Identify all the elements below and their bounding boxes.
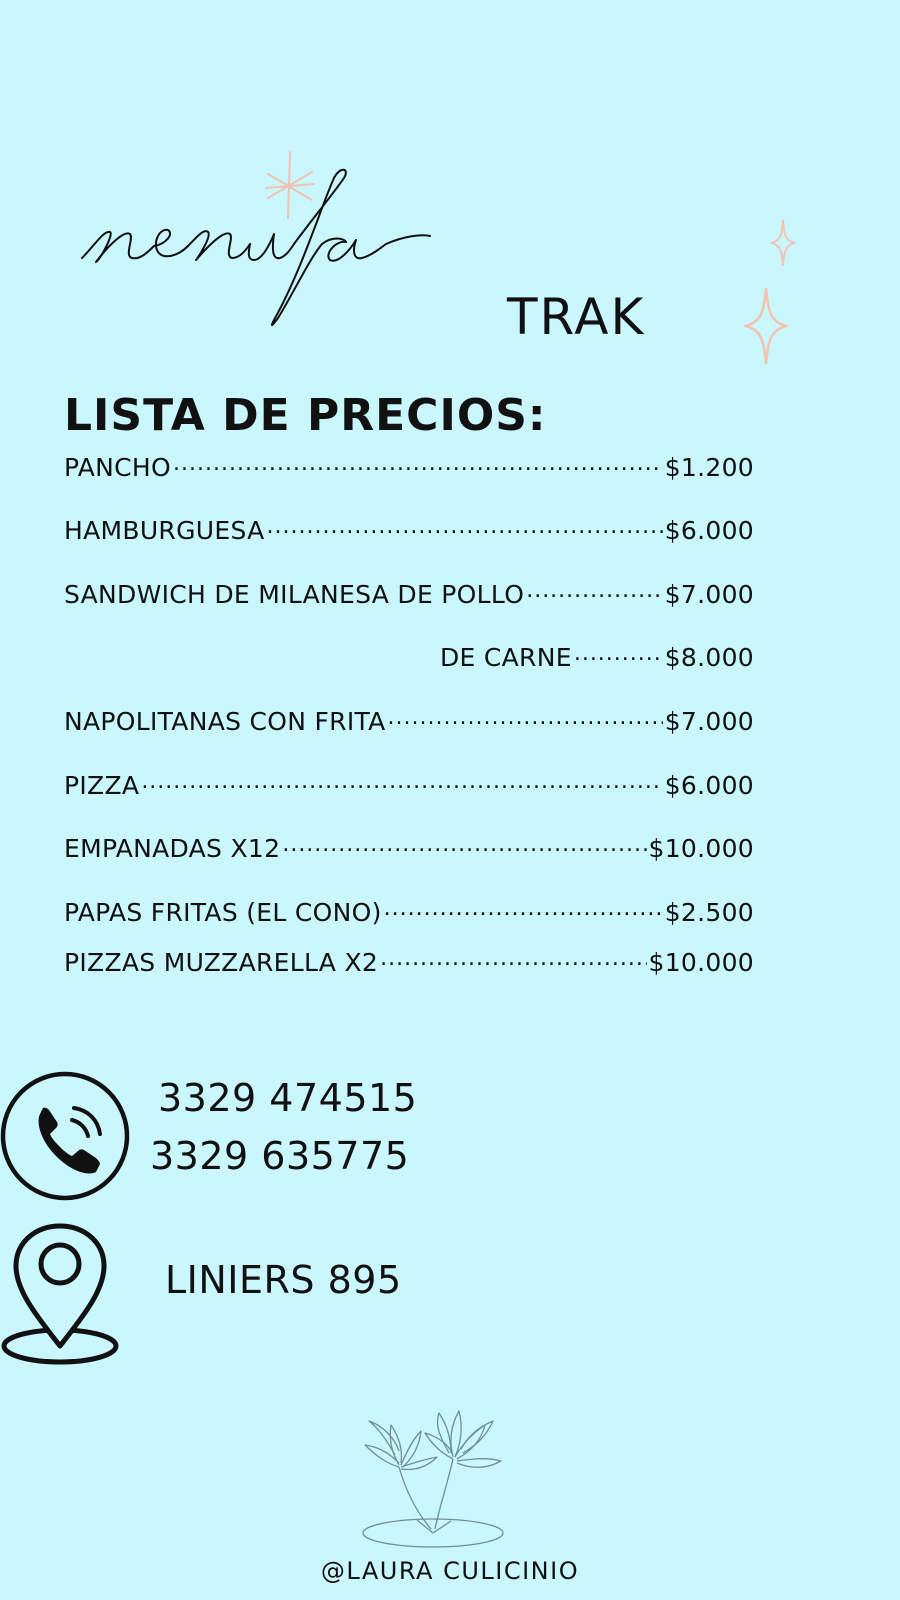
item-name: HAMBURGUESA — [64, 516, 265, 545]
price-item — [64, 446, 754, 482]
item-name: DE CARNE — [440, 643, 572, 672]
item-price: $6.000 — [664, 771, 754, 800]
price-item — [64, 573, 754, 609]
dot-leader — [388, 700, 663, 730]
phone-icon — [0, 1070, 135, 1205]
sparkle-icon — [744, 286, 788, 366]
dot-leader — [267, 509, 663, 539]
phone-number-1[interactable]: 3329 474515 — [158, 1076, 418, 1120]
dot-leader — [526, 573, 663, 603]
item-name: PANCHO — [64, 453, 172, 482]
price-item — [64, 941, 754, 977]
dot-leader — [173, 446, 663, 476]
item-price: $1.200 — [664, 453, 754, 482]
sparkle-icon — [770, 218, 796, 268]
price-item — [64, 827, 754, 863]
price-item — [64, 764, 754, 800]
item-price: $6.000 — [664, 516, 754, 545]
dot-leader — [380, 941, 646, 971]
dot-leader — [282, 827, 646, 857]
item-price: $7.000 — [664, 580, 754, 609]
price-item — [64, 891, 754, 927]
price-item — [64, 509, 754, 545]
item-name: EMPANADAS X12 — [64, 834, 281, 863]
dot-leader — [141, 764, 662, 794]
item-name: SANDWICH DE MILANESA DE POLLO — [64, 580, 525, 609]
price-list-heading: LISTA DE PRECIOS: — [64, 390, 547, 441]
item-name: PIZZA — [64, 771, 140, 800]
phone-number-2[interactable]: 3329 635775 — [150, 1134, 410, 1178]
price-item — [64, 700, 754, 736]
item-price: $8.000 — [664, 643, 754, 672]
item-price: $2.500 — [664, 898, 754, 927]
credit-handle: @LAURA CULICINIO — [320, 1557, 580, 1585]
lotus-illustration — [355, 1405, 520, 1555]
location-pin-icon — [0, 1220, 125, 1370]
dot-leader — [574, 636, 663, 666]
sparkle-icon — [262, 150, 318, 220]
address: LINIERS 895 — [165, 1258, 402, 1302]
price-item — [440, 636, 754, 672]
brand-subtitle: TRAK — [507, 288, 646, 346]
item-name: PAPAS FRITAS (EL CONO) — [64, 898, 382, 927]
item-price: $10.000 — [648, 948, 754, 977]
item-price: $7.000 — [664, 707, 754, 736]
item-price: $10.000 — [648, 834, 754, 863]
dot-leader — [384, 891, 663, 921]
item-name: PIZZAS MUZZARELLA X2 — [64, 948, 379, 977]
item-name: NAPOLITANAS CON FRITA — [64, 707, 386, 736]
